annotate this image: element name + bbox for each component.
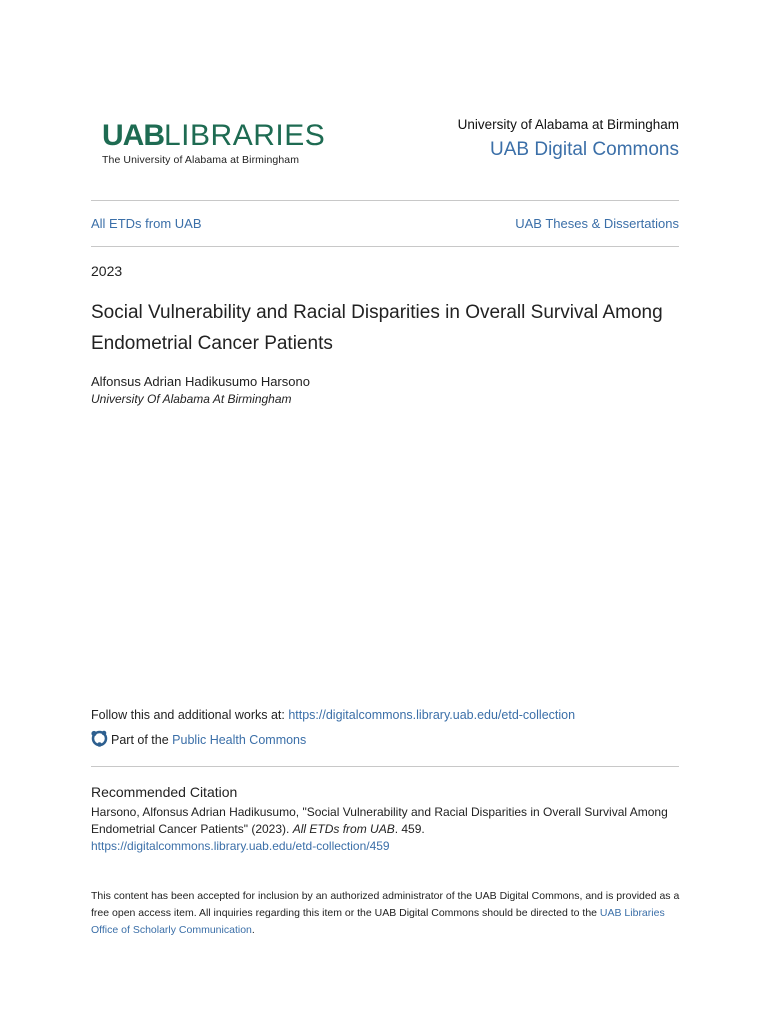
author-name: Alfonsus Adrian Hadikusumo Harsono xyxy=(91,374,310,389)
part-of-label: Part of the xyxy=(111,733,169,747)
theses-dissertations-link[interactable]: UAB Theses & Dissertations xyxy=(515,216,679,231)
citation-url-link[interactable]: https://digitalcommons.library.uab.edu/etd-collection/459 xyxy=(91,839,390,853)
disclaimer-text: This content has been accepted for inclusion by an authorized administrator of the UAB Digital Commons, and is provided as a free open access item. All inquiries regarding this item or the UAB Digital Commons should be directed to the xyxy=(91,890,680,919)
collection-url-link[interactable]: https://digitalcommons.library.uab.edu/etd-collection xyxy=(288,708,576,722)
document-title: Social Vulnerability and Racial Disparities in Overall Survival Among Endometrial Cancer Patients xyxy=(91,302,663,354)
divider xyxy=(91,200,679,201)
all-etds-link[interactable]: All ETDs from UAB xyxy=(91,216,202,231)
disclaimer-end: . xyxy=(251,924,255,936)
public-health-commons-link[interactable]: Public Health Commons xyxy=(172,733,307,747)
citation-body: Harsono, Alfonsus Adrian Hadikusumo, "Social Vulnerability and Racial Disparities in Overall Survival Among Endometrial Cancer Patients" (2023). xyxy=(91,805,668,836)
citation-text xyxy=(91,804,681,855)
scholarly-communication-link[interactable]: UAB Libraries Office of Scholarly Communication xyxy=(91,907,665,936)
logo-uab-text: UAB xyxy=(102,119,164,152)
citation-number: . 459. xyxy=(394,822,425,836)
logo-libraries-text: LIBRARIES xyxy=(164,119,326,152)
recommended-citation-heading: Recommended Citation xyxy=(91,784,238,800)
logo-wordmark xyxy=(102,120,325,152)
follow-line xyxy=(91,708,575,722)
access-disclaimer xyxy=(91,888,681,939)
divider xyxy=(91,246,679,247)
divider xyxy=(91,766,679,767)
author-affiliation: University Of Alabama At Birmingham xyxy=(91,392,292,406)
citation-series: All ETDs from UAB xyxy=(292,822,395,836)
university-name: University of Alabama at Birmingham xyxy=(457,117,679,132)
follow-label: Follow this and additional works at: xyxy=(91,708,289,722)
repository-link[interactable]: UAB Digital Commons xyxy=(490,139,679,160)
network-icon xyxy=(91,730,111,750)
logo-subtitle: The University of Alabama at Birmingham xyxy=(102,154,300,166)
uab-libraries-logo xyxy=(102,120,325,166)
publication-year: 2023 xyxy=(91,263,123,279)
part-of-line xyxy=(91,730,306,750)
